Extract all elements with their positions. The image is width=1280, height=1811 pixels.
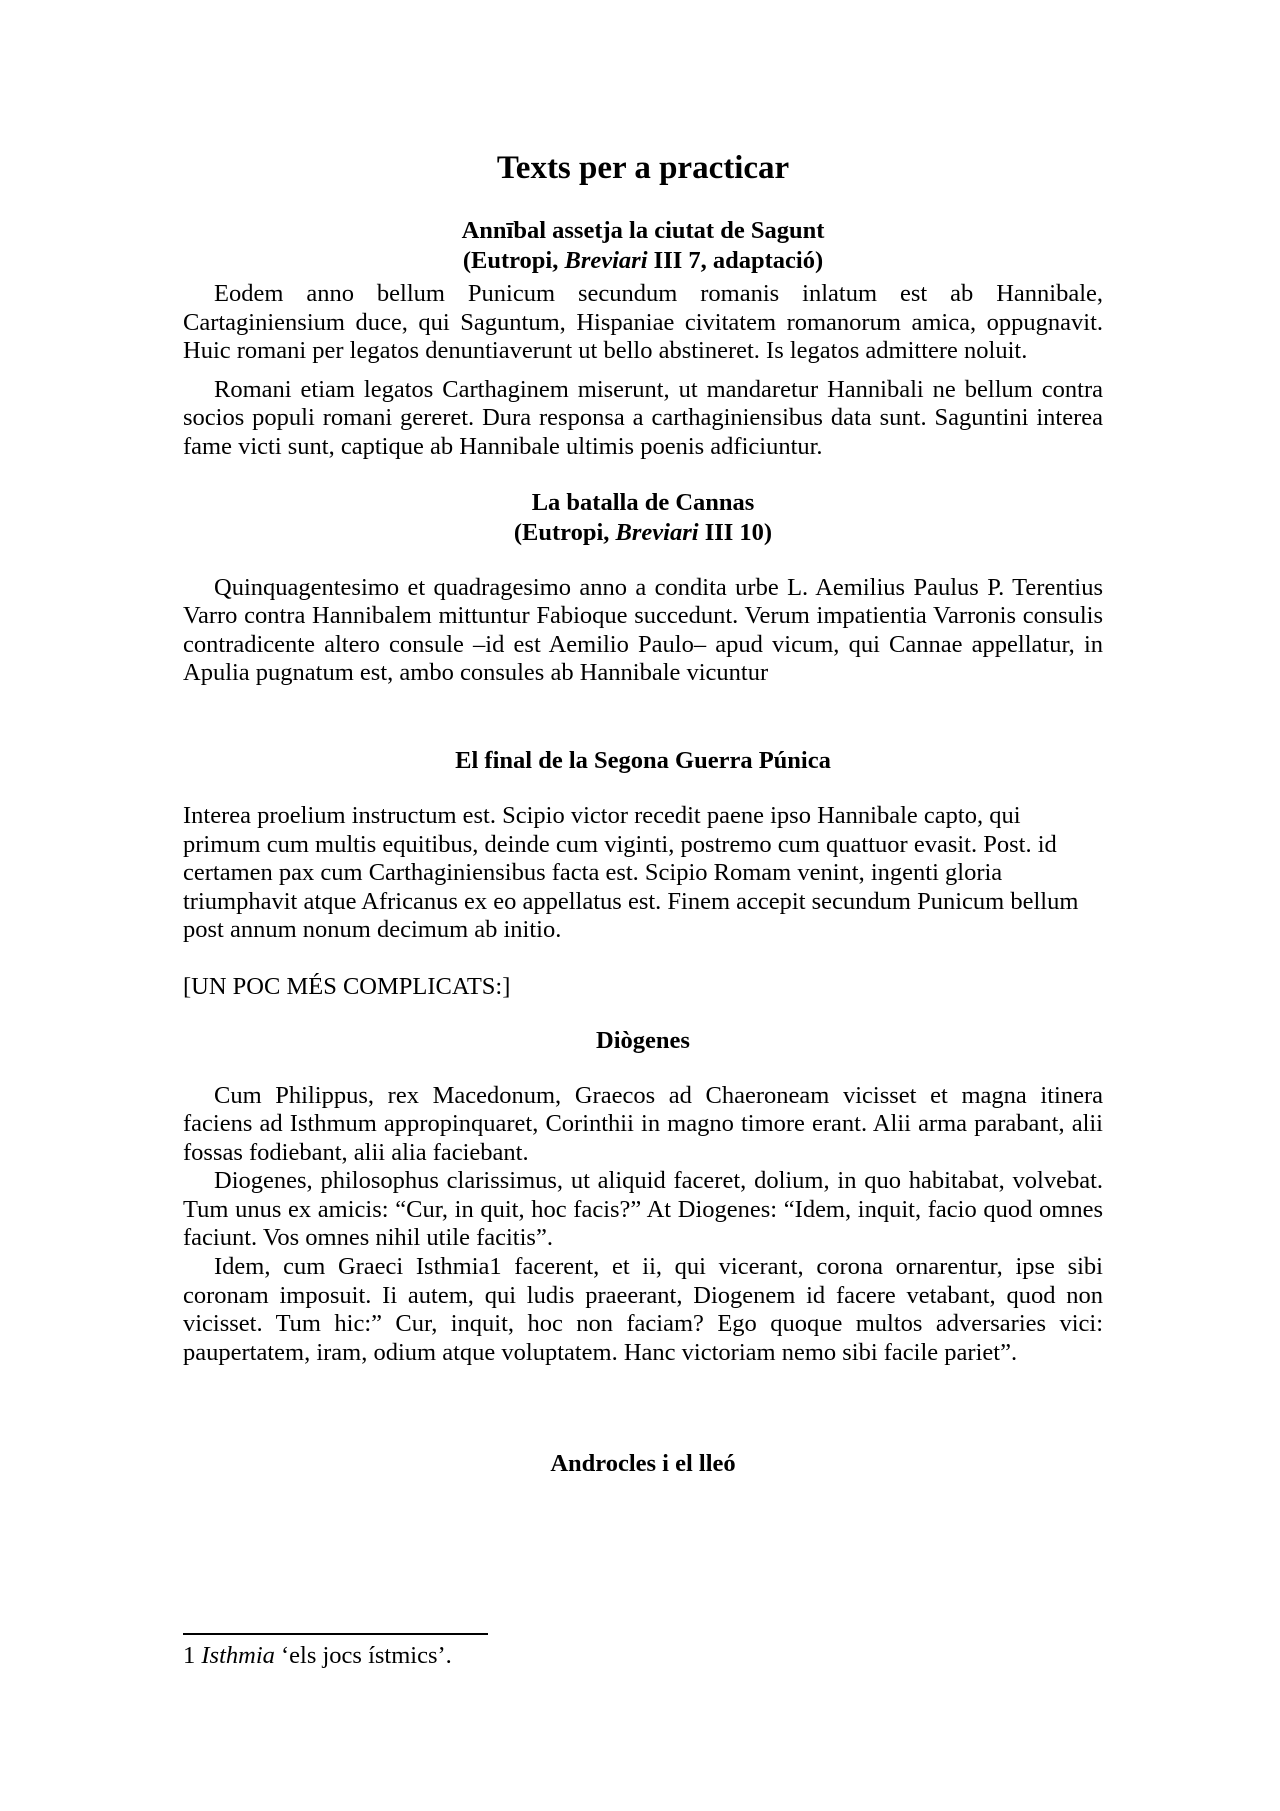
- work-title: Breviari: [564, 247, 648, 274]
- paragraph: Diogenes, philosophus clarissimus, ut aliquid faceret, dolium, in quo habitabat, volvebat. Tum unus ex amicis: “Cur, in quit, hoc facis?” At Diogenes: “Idem, inquit, facio quod omnes faciunt. Vos omnes nihil utile facitis”.: [183, 1167, 1103, 1252]
- section-source: (Eutropi, Breviari III 7, adaptació): [462, 247, 824, 274]
- footnote-separator: [183, 1633, 488, 1635]
- work-title: Breviari: [615, 518, 699, 546]
- footnote-reference[interactable]: 1: [489, 1253, 502, 1281]
- section-heading-androcles: Androcles i el lleó: [550, 1450, 736, 1478]
- page-title: Texts per a practicar: [496, 150, 790, 186]
- section-heading: Annībal assetja la ciutat de Sagunt: [461, 217, 825, 244]
- section-note: [UN POC MÉS COMPLICATS:]: [183, 972, 511, 1000]
- paragraph: Cum Philippus, rex Macedonum, Graecos ad Chaeroneam vicisset et magna itinera faciens ad Isthmum appropinquaret, Corinthii in magno timore erant. Alii arma parabant, alii fossas fodiebant, alii alia faciebant.: [183, 1081, 1103, 1166]
- footnote: [183, 1642, 452, 1670]
- footnote-number: 1: [183, 1642, 196, 1669]
- footnote-term: Isthmia: [201, 1642, 275, 1669]
- paragraph: Quinquagentesimo et quadragesimo anno a condita urbe L. Aemilius Paulus P. Terentius Varro contra Hannibalem mittuntur Fabioque succedunt. Verum impatientia Varronis consulis contradicente altero consule –id est Aemilio Paulo– apud vicum, qui Cannae appellatur, in Apulia pugnatum est, ambo consules ab Hannibale vicuntur: [183, 573, 1103, 687]
- paragraph: Interea proelium instructum est. Scipio victor recedit paene ipso Hannibale capto, qui primum cum multis equitibus, deinde cum viginti, postremo cum quattuor evasit. Post. id certamen pax cum Carthaginiensibus facta est. Scipio Romam venint, ingenti gloria triumphavit atque Africanus ex eo appellatus est. Finem accepit secundum Punicum bellum post annum nonum decimum ab initio.: [183, 801, 1079, 944]
- section-sagunt: [183, 216, 1103, 462]
- section-heading: La batalla de Cannas: [531, 488, 755, 516]
- section-heading: El final de la Segona Guerra Púnica: [455, 746, 831, 774]
- paragraph: Romani etiam legatos Carthaginem miserunt, ut mandaretur Hannibali ne bellum contra socios populi romani gereret. Dura responsa a carthaginiensibus data sunt. Saguntini interea fame victi sunt, captique ab Hannibale ultimis poenis adficiuntur.: [183, 375, 1103, 460]
- section-cannas: [183, 488, 1103, 688]
- section-heading: Diògenes: [596, 1026, 690, 1054]
- section-diogenes: [183, 1026, 1103, 1368]
- section-source: (Eutropi, Breviari III 10): [513, 518, 773, 546]
- paragraph: Idem, cum Graeci Isthmia1 facerent, et ii, qui vicerant, corona ornarentur, ipse sibi coronam imposuit. Ii autem, qui ludis praeerant, Diogenem id facere vetabant, quod non vicisset. Tum hic:” Cur, inquit, hoc non faciam? Ego quoque multos adversaries vici: paupertatem, iram, odium atque voluptatem. Hanc victoriam nemo sibi facile pariet”.: [183, 1253, 1103, 1366]
- paragraph: Eodem anno bellum Punicum secundum romanis inlatum est ab Hannibale, Cartaginiensium duce, qui Saguntum, Hispaniae civitatem romanorum amica, oppugnavit. Huic romani per legatos denuntiaverunt ut bello abstineret. Is legatos admittere noluit.: [183, 280, 1103, 365]
- footnote-text: ‘els jocs ístmics’.: [274, 1642, 452, 1669]
- document-body: [183, 148, 1103, 1479]
- section-final-guerra: [183, 746, 1103, 945]
